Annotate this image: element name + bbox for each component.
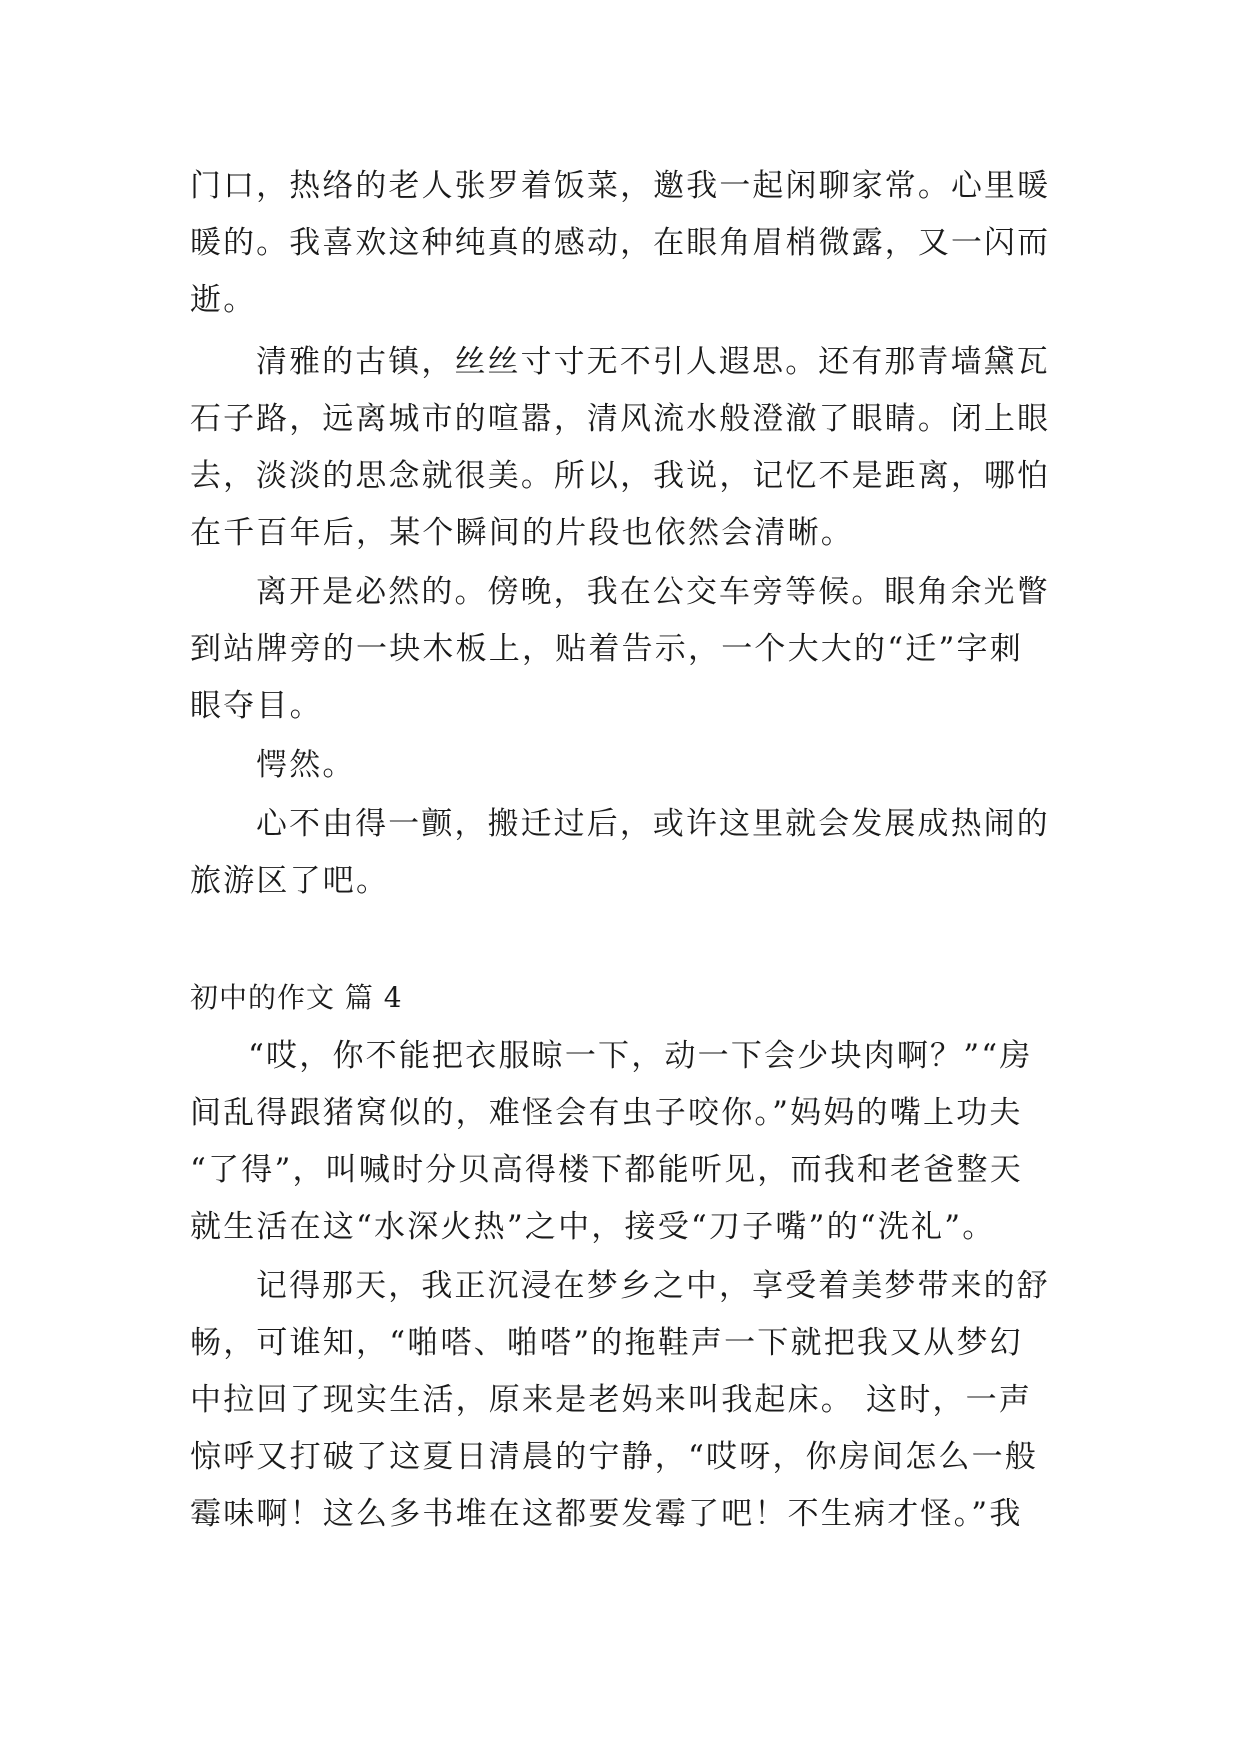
text-line: 畅，可谁知，“啪嗒、啪嗒”的拖鞋声一下就把我又从梦幻 — [190, 1325, 1023, 1361]
text-line: 旅游区了吧。 — [190, 863, 390, 899]
text-line: 就生活在这“水深火热”之中，接受“刀子嘴”的“洗礼”。 — [190, 1209, 996, 1245]
paragraph-first-line: 心不由得一颤，搬迁过后，或许这里就会发展成热闹的 — [256, 806, 1050, 842]
paragraph-first-line: “哎，你不能把衣服晾一下，动一下会少块肉啊？”“房 — [248, 1038, 1033, 1074]
text-line: 石子路，远离城市的喧嚣，清风流水般澄澈了眼睛。闭上眼 — [190, 401, 1051, 437]
section-heading: 初中的作文 篇 4 — [190, 981, 403, 1014]
text-line: 惊呼又打破了这夏日清晨的宁静，“哎呀，你房间怎么一般 — [190, 1439, 1039, 1475]
paragraph-first-line: 记得那天，我正沉浸在梦乡之中，享受着美梦带来的舒 — [256, 1268, 1050, 1304]
text-line: 在千百年后，某个瞬间的片段也依然会清晰。 — [190, 515, 854, 551]
paragraph-first-line: 离开是必然的。傍晚，我在公交车旁等候。眼角余光瞥 — [256, 574, 1050, 610]
text-line: 逝。 — [190, 282, 257, 318]
text-line: 霉味啊！这么多书堆在这都要发霉了吧！不生病才怪。”我 — [190, 1496, 1023, 1532]
text-line: “了得”，叫喊时分贝高得楼下都能听见，而我和老爸整天 — [190, 1152, 1023, 1188]
text-line: 到站牌旁的一块木板上，贴着告示，一个大大的“迁”字刺 — [190, 631, 1023, 667]
paragraph-first-line: 清雅的古镇，丝丝寸寸无不引人遐思。还有那青墙黛瓦 — [256, 344, 1050, 380]
paragraph-first-line: 愕然。 — [256, 747, 356, 783]
text-line: 中拉回了现实生活，原来是老妈来叫我起床。 这时，一声 — [190, 1382, 1033, 1418]
text-line: 间乱得跟猪窝似的，难怪会有虫子咬你。”妈妈的嘴上功夫 — [190, 1095, 1023, 1131]
text-line: 暖的。我喜欢这种纯真的感动，在眼角眉梢微露，又一闪而 — [190, 225, 1051, 261]
text-line: 去，淡淡的思念就很美。所以，我说，记忆不是距离，哪怕 — [190, 458, 1051, 494]
text-line: 眼夺目。 — [190, 688, 323, 724]
text-line: 门口，热络的老人张罗着饭菜，邀我一起闲聊家常。心里暖 — [190, 168, 1051, 204]
